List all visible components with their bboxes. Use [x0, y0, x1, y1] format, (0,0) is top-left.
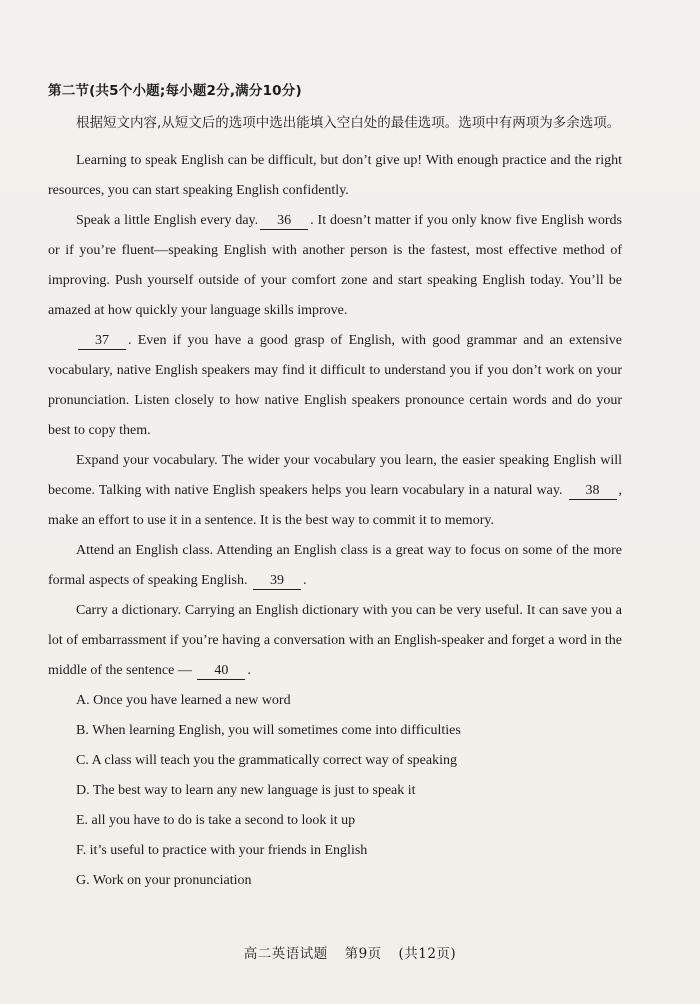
paragraph-text: , make an effort to use it in a sentence. It is the best way to commit it to memory. [48, 483, 623, 528]
option-c: C. A class will teach you the grammatically correct way of speaking [76, 753, 457, 768]
page-footer [0, 942, 700, 962]
blank-40: 40 [197, 662, 245, 680]
paragraph-text: . Even if you have a good grasp of English, with good grammar and an extensive vocabulary, native English speakers may find it difficult to understand you if you don’t work on your pronunciation. Listen closely to how native English speakers pronounce certain words and do your best to copy them. [48, 333, 622, 438]
section-title: 第二节(共5个小题;每小题2分,满分10分) [48, 83, 302, 99]
answer-options [48, 686, 622, 896]
option-d: D. The best way to learn any new language is just to speak it [76, 783, 416, 798]
blank-39: 39 [253, 572, 301, 590]
paragraph-text: . [247, 663, 251, 678]
footer-subject: 高二英语试题 [243, 946, 328, 962]
paragraph-text: . [302, 573, 307, 588]
passage-paragraph-2 [48, 206, 622, 326]
blank-37: 37 [78, 332, 126, 350]
option-g: G. Work on your pronunciation [76, 873, 252, 888]
blank-36: 36 [260, 212, 308, 230]
paragraph-text: Attend an English class. Attending an English class is a great way to focus on some of the more formal aspects of speaking English. [48, 543, 622, 588]
instructions: 根据短文内容,从短文后的选项中选出能填入空白处的最佳选项。选项中有两项为多余选项。 [76, 115, 621, 131]
passage-paragraph-6 [48, 596, 622, 686]
option-e: E. all you have to do is take a second to look it up [76, 813, 356, 828]
option-f: F. it’s useful to practice with your friends in English [76, 843, 368, 858]
blank-38: 38 [569, 482, 617, 500]
paragraph-text: . It doesn’t matter if you only know five English words or if you’re fluent—speaking English with another person is the fastest, most effective method of improving. Push yourself outside of your comfort zone and start speaking English today. You’ll be amazed at how quickly your language skills improve. [48, 213, 623, 318]
footer-page-number: 第9页 [344, 946, 382, 962]
footer-total-pages: (共12页) [398, 946, 457, 962]
option-a: A. Once you have learned a new word [76, 693, 291, 708]
passage-paragraph-5 [48, 536, 622, 596]
paragraph-text: Expand your vocabulary. The wider your vocabulary you learn, the easier speaking English will become. Talking with native English speakers helps you learn vocabulary in a natural way. [48, 453, 622, 498]
passage-paragraph-1: Learning to speak English can be difficult, but don’t give up! With enough practice and the right resources, you can start speaking English confidently. [48, 153, 622, 198]
paragraph-text: Speak a little English every day. [76, 213, 259, 228]
paragraph-text: Carry a dictionary. Carrying an English dictionary with you can be very useful. It can save you a lot of embarrassment if you’re having a conversation with an English-speaker and forget a word in the middle of the sentence — [48, 603, 622, 678]
passage-paragraph-4 [48, 446, 622, 536]
passage-paragraph-3 [48, 326, 622, 446]
option-b: B. When learning English, you will sometimes come into difficulties [76, 723, 461, 738]
